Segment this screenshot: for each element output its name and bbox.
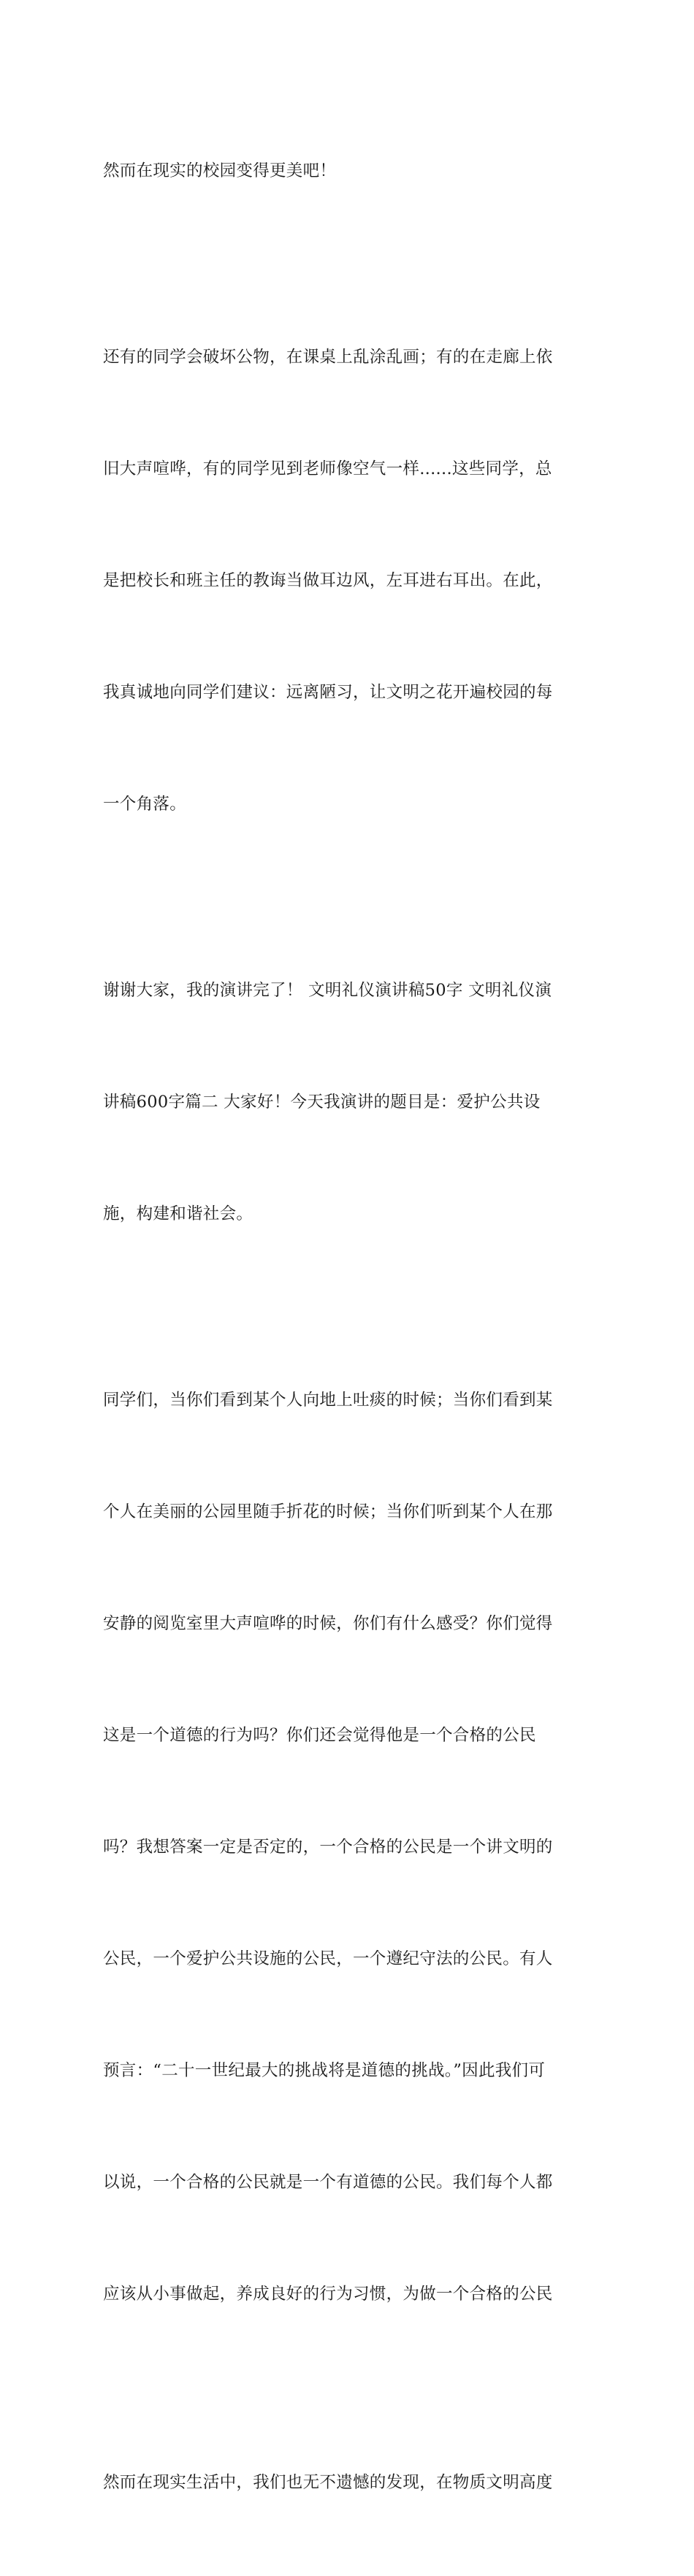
- text-line: 然而在现实的校园变得更美吧！: [103, 161, 337, 180]
- text-line: 施，构建和谐社会。: [103, 1204, 253, 1223]
- text-line: 一个角落。: [103, 795, 187, 814]
- text-line: 吗？我想答案一定是否定的，一个合格的公民是一个讲文明的: [103, 1838, 553, 1857]
- paragraph-3: [103, 898, 594, 1307]
- text-line: 预言：“二十一世纪最大的挑战将是道德的挑战。”因此我们可: [103, 2061, 546, 2080]
- text-line: 公民，一个爱护公共设施的公民，一个遵纪守法的公民。有人: [103, 1949, 553, 1968]
- text-line: 同学们，当你们看到某个人向地上吐痰的时候；当你们看到某: [103, 1391, 553, 1410]
- paragraph-4: [103, 1307, 594, 2388]
- paragraph-1: [103, 78, 594, 264]
- text-line: 以说，一个合格的公民就是一个有道德的公民。我们每个人都: [103, 2173, 553, 2192]
- document-body: [103, 78, 594, 2576]
- text-line: 是把校长和班主任的教诲当做耳边风，左耳进右耳出。在此，: [103, 571, 553, 590]
- paragraph-2: [103, 264, 594, 898]
- text-line: 这是一个道德的行为吗？你们还会觉得他是一个合格的公民: [103, 1726, 536, 1745]
- text-line: 安静的阅览室里大声喧哗的时候，你们有什么感受？你们觉得: [103, 1614, 553, 1633]
- text-line: 还有的同学会破坏公物，在课桌上乱涂乱画；有的在走廊上依: [103, 348, 553, 367]
- text-line: 个人在美丽的公园里随手折花的时候；当你们听到某个人在那: [103, 1502, 553, 1521]
- text-line: 我真诚地向同学们建议：远离陋习，让文明之花开遍校园的每: [103, 683, 553, 702]
- text-line: 应该从小事做起，养成良好的行为习惯，为做一个合格的公民: [103, 2285, 553, 2304]
- text-line: 讲稿600字篇二 大家好！今天我演讲的题目是：爱护公共设: [103, 1093, 541, 1112]
- paragraph-5: [103, 2390, 594, 2576]
- text-line: 谢谢大家，我的演讲完了！ 文明礼仪演讲稿50字 文明礼仪演: [103, 981, 552, 1000]
- text-line: 旧大声喧哗，有的同学见到老师像空气一样......这些同学，总: [103, 459, 552, 478]
- text-line: 然而在现实生活中，我们也无不遗憾的发现，在物质文明高度: [103, 2473, 553, 2492]
